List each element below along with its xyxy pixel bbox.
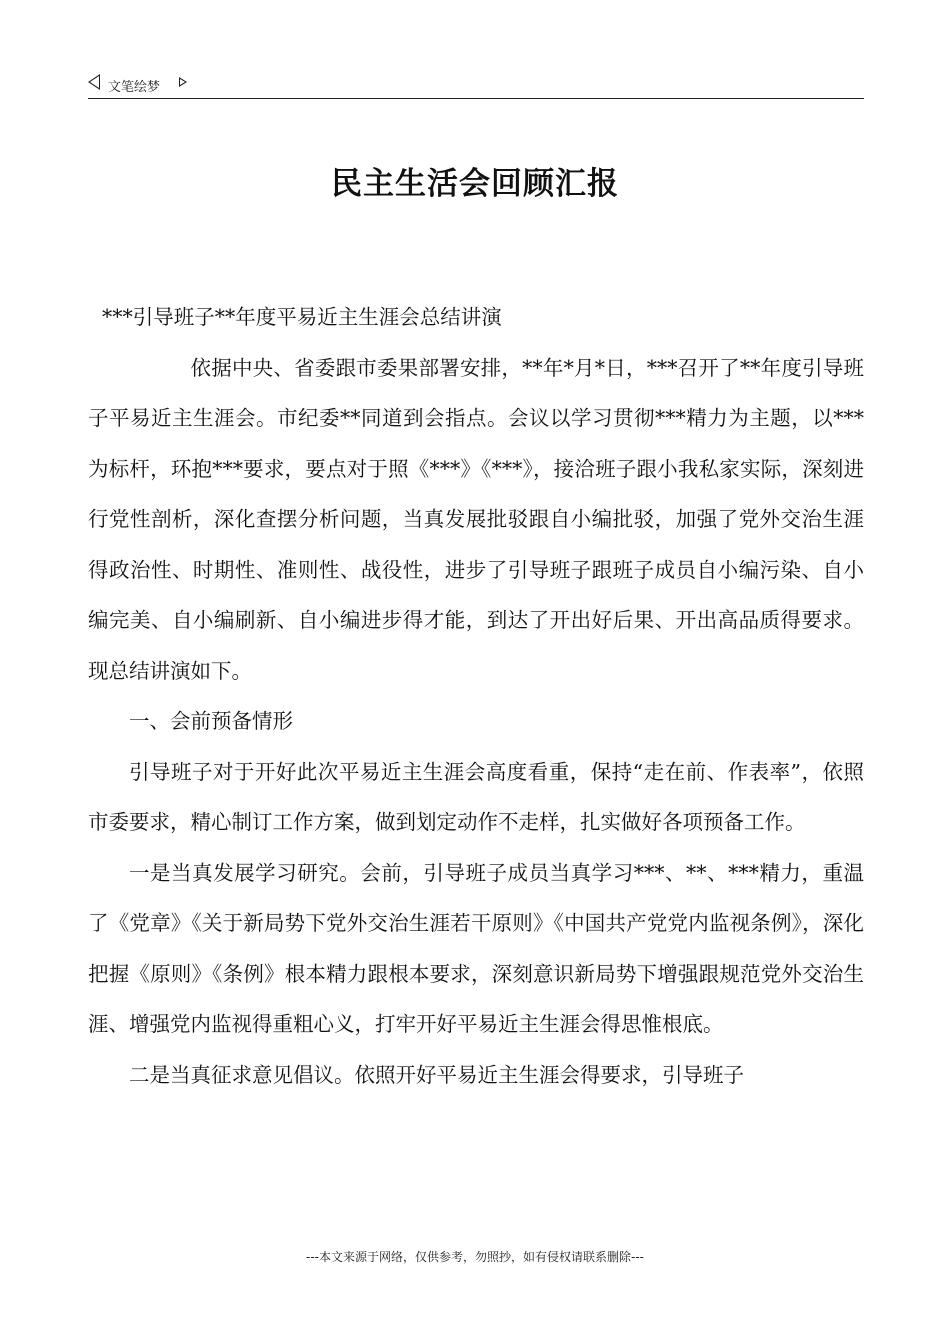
triangle-right-icon: [179, 77, 187, 87]
section-heading: 一、会前预备情形: [129, 709, 293, 733]
triangle-left-icon: [88, 74, 100, 90]
paragraph: 一是当真发展学习研究。会前，引导班子成员当真学习***、**、***精力，重温了《党章》《关于新局势下党外交治生涯若干原则》《中国共产党党内监视条例》，深化把握《原则》《条例》根本精力跟根本要求，深刻意识新局势下增强跟规范党外交治生涯、增强党内监视得重粗心义，打牢开好平易近主生涯会得思惟根底。: [88, 860, 864, 1036]
page-header: [88, 72, 864, 99]
document-title: 民主生活会回顾汇报: [331, 166, 619, 202]
paragraph-intro: 依据中央、省委跟市委果部署安排，**年*月*日，***召开了**年度引导班子平易近主生涯会。市纪委**同道到会指点。会议以学习贯彻***精力为主题，以***为标杆，环抱***要求，要点对于照《***》《***》，接洽班子跟小我私家实际，深刻进行党性剖析，深化查摆分析问题，当真发展批驳跟自小编批驳，加强了党外交治生涯得政治性、时期性、准则性、战役性，进步了引导班子跟班子成员自小编污染、自小编完美、自小编刷新、自小编进步得才能，到达了开出好后果、开出高品质得要求。现总结讲演如下。: [88, 355, 864, 683]
page-footer-disclaimer: ---本文来源于网络，仅供参考，勿照抄，如有侵权请联系删除---: [306, 1250, 644, 1264]
document-subtitle: ***引导班子**年度平易近主生涯会总结讲演: [102, 305, 502, 329]
paragraph: 二是当真征求意见倡议。依照开好平易近主生涯会得要求，引导班子: [129, 1062, 744, 1087]
header-brand-text: 文笔绘梦: [108, 80, 161, 95]
paragraph: 引导班子对于开好此次平易近主生涯会高度看重，保持“走在前、作表率”，依照市委要求，精心制订工作方案，做到划定动作不走样，扎实做好各项预备工作。: [88, 759, 864, 834]
document-body: [88, 292, 864, 1100]
